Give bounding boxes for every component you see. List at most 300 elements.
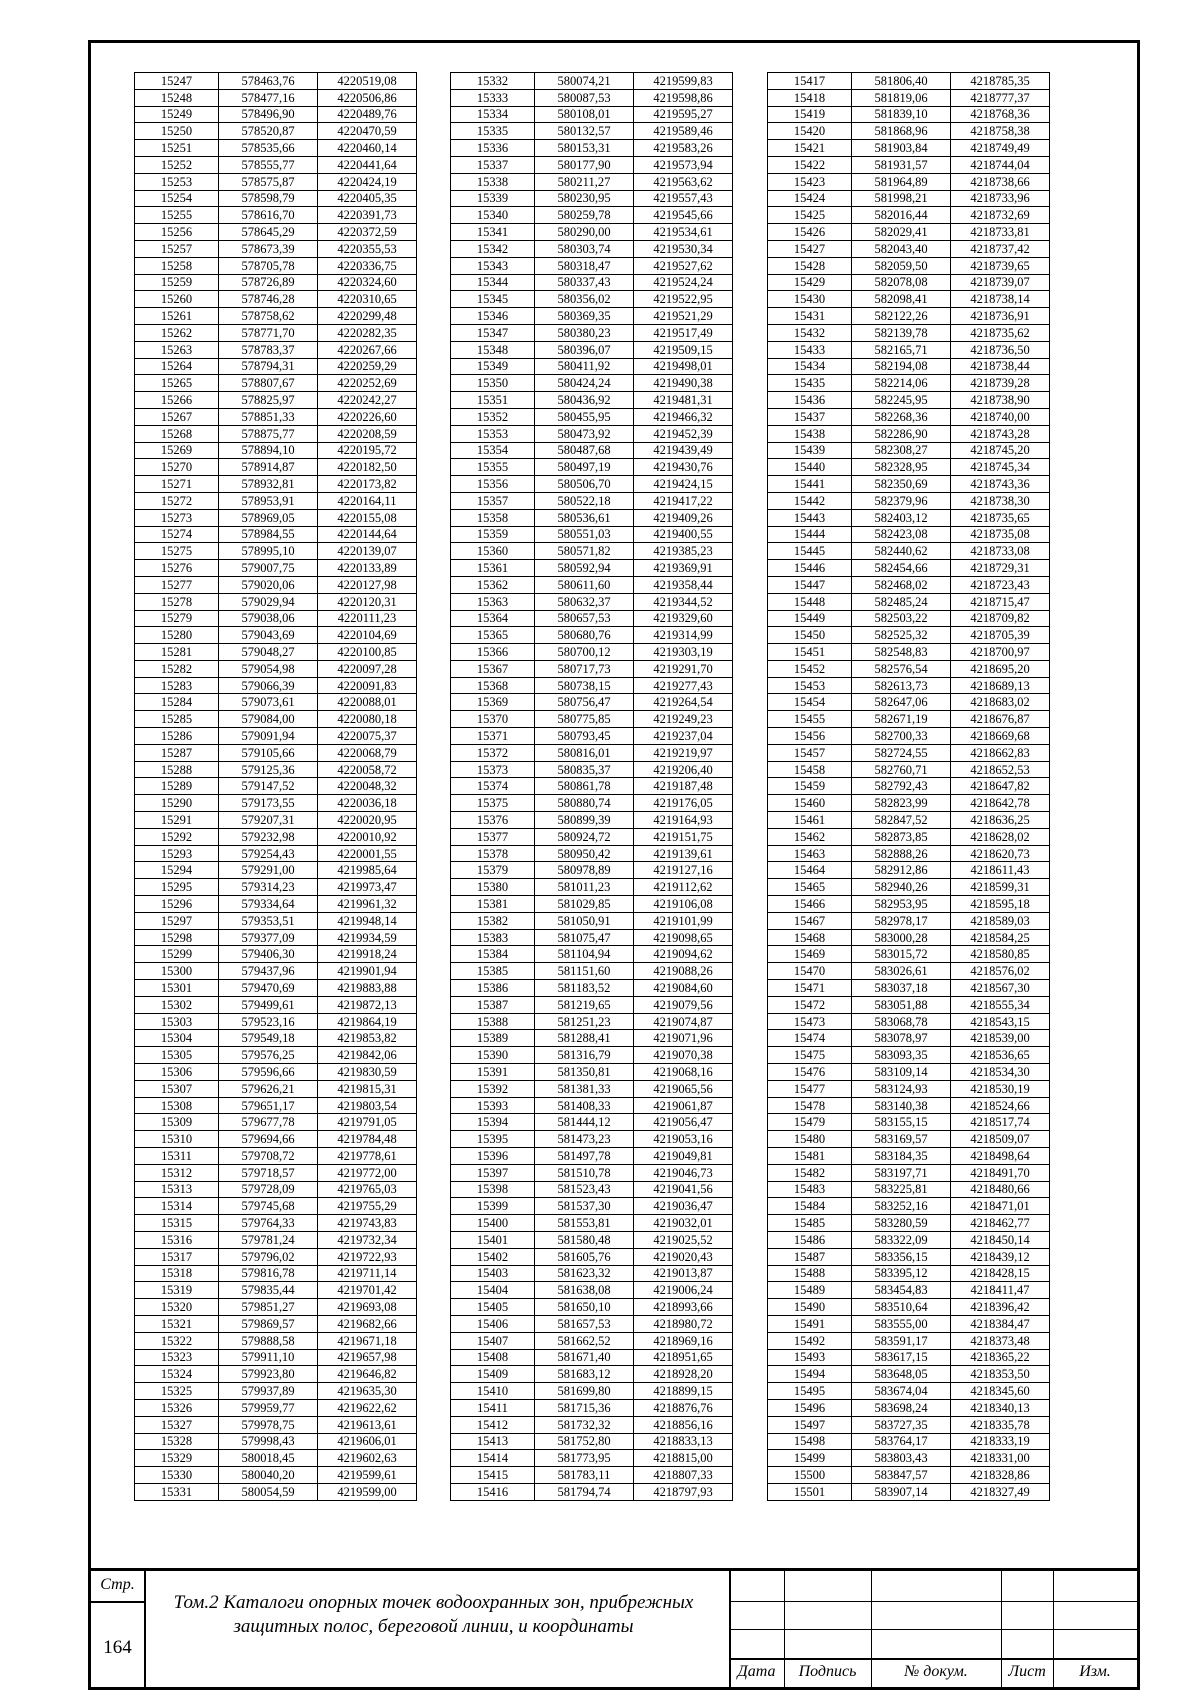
stamp-column-date: Дата — [737, 1663, 776, 1680]
x-coordinate: 580950,42 — [535, 845, 634, 862]
table-row — [768, 660, 1050, 677]
x-coordinate: 579043,69 — [219, 627, 318, 644]
point-number: 15375 — [451, 795, 535, 812]
point-number: 15390 — [451, 1047, 535, 1064]
table-row — [451, 1114, 733, 1131]
x-coordinate: 580924,72 — [535, 828, 634, 845]
y-coordinate: 4218743,36 — [951, 476, 1050, 493]
y-coordinate: 4219815,31 — [318, 1080, 417, 1097]
x-coordinate: 582165,71 — [852, 341, 951, 358]
y-coordinate: 4219509,15 — [634, 341, 733, 358]
point-number: 15477 — [768, 1080, 852, 1097]
x-coordinate: 582823,99 — [852, 795, 951, 812]
point-number: 15441 — [768, 476, 852, 493]
x-coordinate: 581699,80 — [535, 1383, 634, 1400]
x-coordinate: 578783,37 — [219, 341, 318, 358]
y-coordinate: 4218732,69 — [951, 207, 1050, 224]
x-coordinate: 579549,18 — [219, 1030, 318, 1047]
x-coordinate: 578555,77 — [219, 156, 318, 173]
point-number: 15458 — [768, 761, 852, 778]
table-row — [135, 778, 417, 795]
y-coordinate: 4218733,08 — [951, 543, 1050, 560]
x-coordinate: 579207,31 — [219, 812, 318, 829]
point-number: 15492 — [768, 1332, 852, 1349]
point-number: 15425 — [768, 207, 852, 224]
x-coordinate: 582792,43 — [852, 778, 951, 795]
table-row — [768, 879, 1050, 896]
point-number: 15427 — [768, 240, 852, 257]
y-coordinate: 4219948,14 — [318, 912, 417, 929]
table-row — [451, 845, 733, 862]
table-row — [135, 425, 417, 442]
x-coordinate: 581662,52 — [535, 1332, 634, 1349]
x-coordinate: 583648,05 — [852, 1366, 951, 1383]
y-coordinate: 4218331,00 — [951, 1450, 1050, 1467]
x-coordinate: 580380,23 — [535, 324, 634, 341]
x-coordinate: 580018,45 — [219, 1450, 318, 1467]
x-coordinate: 581638,08 — [535, 1282, 634, 1299]
table-row — [768, 896, 1050, 913]
point-number: 15350 — [451, 375, 535, 392]
table-row — [135, 274, 417, 291]
table-row — [135, 996, 417, 1013]
point-number: 15269 — [135, 442, 219, 459]
y-coordinate: 4219088,26 — [634, 963, 733, 980]
point-number: 15414 — [451, 1450, 535, 1467]
x-coordinate: 582873,85 — [852, 828, 951, 845]
table-row — [768, 425, 1050, 442]
table-row — [768, 476, 1050, 493]
x-coordinate: 582700,33 — [852, 728, 951, 745]
x-coordinate: 582379,96 — [852, 492, 951, 509]
x-coordinate: 579959,77 — [219, 1399, 318, 1416]
point-number: 15247 — [135, 73, 219, 90]
x-coordinate: 580978,89 — [535, 862, 634, 879]
table-row — [451, 1198, 733, 1215]
y-coordinate: 4218723,43 — [951, 576, 1050, 593]
y-coordinate: 4219711,14 — [318, 1265, 417, 1282]
x-coordinate: 582098,41 — [852, 291, 951, 308]
y-coordinate: 4219400,55 — [634, 526, 733, 543]
y-coordinate: 4218509,07 — [951, 1131, 1050, 1148]
y-coordinate: 4219830,59 — [318, 1064, 417, 1081]
y-coordinate: 4219139,61 — [634, 845, 733, 862]
table-row — [135, 291, 417, 308]
y-coordinate: 4218733,96 — [951, 190, 1050, 207]
x-coordinate: 582847,52 — [852, 812, 951, 829]
table-row — [451, 509, 733, 526]
table-row — [135, 358, 417, 375]
table-row — [768, 1282, 1050, 1299]
x-coordinate: 580356,02 — [535, 291, 634, 308]
x-coordinate: 581444,12 — [535, 1114, 634, 1131]
y-coordinate: 4219303,19 — [634, 644, 733, 661]
y-coordinate: 4219599,61 — [318, 1467, 417, 1484]
table-row — [135, 1064, 417, 1081]
point-number: 15389 — [451, 1030, 535, 1047]
point-number: 15456 — [768, 728, 852, 745]
table-row — [451, 576, 733, 593]
x-coordinate: 578575,87 — [219, 173, 318, 190]
x-coordinate: 581998,21 — [852, 190, 951, 207]
table-row — [768, 240, 1050, 257]
x-coordinate: 582485,24 — [852, 593, 951, 610]
x-coordinate: 583907,14 — [852, 1483, 951, 1500]
x-coordinate: 582503,22 — [852, 610, 951, 627]
point-number: 15418 — [768, 89, 852, 106]
x-coordinate: 580290,00 — [535, 224, 634, 241]
x-coordinate: 580177,90 — [535, 156, 634, 173]
table-row — [451, 392, 733, 409]
y-coordinate: 4219557,43 — [634, 190, 733, 207]
point-number: 15489 — [768, 1282, 852, 1299]
point-number: 15275 — [135, 543, 219, 560]
y-coordinate: 4219127,16 — [634, 862, 733, 879]
x-coordinate: 581931,57 — [852, 156, 951, 173]
table-row — [451, 1383, 733, 1400]
table-row — [451, 1231, 733, 1248]
y-coordinate: 4219369,91 — [634, 560, 733, 577]
stamp-column-sheet: Лист — [1008, 1663, 1046, 1680]
table-row — [768, 912, 1050, 929]
y-coordinate: 4220259,29 — [318, 358, 417, 375]
table-row — [451, 341, 733, 358]
x-coordinate: 580861,78 — [535, 778, 634, 795]
point-number: 15321 — [135, 1315, 219, 1332]
y-coordinate: 4219068,16 — [634, 1064, 733, 1081]
x-coordinate: 582139,78 — [852, 324, 951, 341]
point-number: 15421 — [768, 140, 852, 157]
y-coordinate: 4219176,05 — [634, 795, 733, 812]
table-row — [135, 963, 417, 980]
table-row — [768, 1148, 1050, 1165]
point-number: 15397 — [451, 1164, 535, 1181]
y-coordinate: 4219237,04 — [634, 728, 733, 745]
y-coordinate: 4218736,50 — [951, 341, 1050, 358]
point-number: 15306 — [135, 1064, 219, 1081]
y-coordinate: 4218709,82 — [951, 610, 1050, 627]
x-coordinate: 579694,66 — [219, 1131, 318, 1148]
x-coordinate: 580424,24 — [535, 375, 634, 392]
y-coordinate: 4220001,55 — [318, 845, 417, 862]
x-coordinate: 581151,60 — [535, 963, 634, 980]
x-coordinate: 582308,27 — [852, 442, 951, 459]
x-coordinate: 582029,41 — [852, 224, 951, 241]
x-coordinate: 583184,35 — [852, 1148, 951, 1165]
point-number: 15280 — [135, 627, 219, 644]
y-coordinate: 4218705,39 — [951, 627, 1050, 644]
x-coordinate: 579764,33 — [219, 1215, 318, 1232]
x-coordinate: 580153,31 — [535, 140, 634, 157]
y-coordinate: 4219522,95 — [634, 291, 733, 308]
point-number: 15317 — [135, 1248, 219, 1265]
y-coordinate: 4219094,62 — [634, 946, 733, 963]
table-row — [135, 1080, 417, 1097]
table-row — [135, 845, 417, 862]
point-number: 15344 — [451, 274, 535, 291]
table-row — [768, 560, 1050, 577]
table-row — [768, 408, 1050, 425]
y-coordinate: 4219791,05 — [318, 1114, 417, 1131]
table-row — [135, 1416, 417, 1433]
y-coordinate: 4218768,36 — [951, 106, 1050, 123]
x-coordinate: 579048,27 — [219, 644, 318, 661]
point-number: 15462 — [768, 828, 852, 845]
y-coordinate: 4220173,82 — [318, 476, 417, 493]
table-row — [135, 1198, 417, 1215]
table-row — [768, 946, 1050, 963]
table-row — [768, 694, 1050, 711]
y-coordinate: 4219249,23 — [634, 711, 733, 728]
y-coordinate: 4218833,13 — [634, 1433, 733, 1450]
point-number: 15482 — [768, 1164, 852, 1181]
point-number: 15416 — [451, 1483, 535, 1500]
table-row — [135, 1383, 417, 1400]
x-coordinate: 578477,16 — [219, 89, 318, 106]
x-coordinate: 580211,27 — [535, 173, 634, 190]
table-row — [135, 1181, 417, 1198]
y-coordinate: 4218428,15 — [951, 1265, 1050, 1282]
point-number: 15496 — [768, 1399, 852, 1416]
y-coordinate: 4220195,72 — [318, 442, 417, 459]
point-number: 15370 — [451, 711, 535, 728]
point-number: 15326 — [135, 1399, 219, 1416]
x-coordinate: 583000,28 — [852, 929, 951, 946]
table-row — [768, 274, 1050, 291]
y-coordinate: 4218733,81 — [951, 224, 1050, 241]
table-row — [135, 123, 417, 140]
y-coordinate: 4219901,94 — [318, 963, 417, 980]
table-row — [768, 593, 1050, 610]
point-number: 15298 — [135, 929, 219, 946]
x-coordinate: 580369,35 — [535, 308, 634, 325]
y-coordinate: 4218439,12 — [951, 1248, 1050, 1265]
x-coordinate: 581806,40 — [852, 73, 951, 90]
y-coordinate: 4218738,44 — [951, 358, 1050, 375]
x-coordinate: 579038,06 — [219, 610, 318, 627]
point-number: 15362 — [451, 576, 535, 593]
y-coordinate: 4218736,91 — [951, 308, 1050, 325]
y-coordinate: 4218739,28 — [951, 375, 1050, 392]
x-coordinate: 583051,88 — [852, 996, 951, 1013]
y-coordinate: 4218743,28 — [951, 425, 1050, 442]
x-coordinate: 583617,15 — [852, 1349, 951, 1366]
point-number: 15319 — [135, 1282, 219, 1299]
x-coordinate: 580571,82 — [535, 543, 634, 560]
y-coordinate: 4219622,62 — [318, 1399, 417, 1416]
point-number: 15368 — [451, 677, 535, 694]
point-number: 15278 — [135, 593, 219, 610]
x-coordinate: 582888,26 — [852, 845, 951, 862]
point-number: 15401 — [451, 1231, 535, 1248]
y-coordinate: 4219872,13 — [318, 996, 417, 1013]
x-coordinate: 578932,81 — [219, 476, 318, 493]
x-coordinate: 578825,97 — [219, 392, 318, 409]
x-coordinate: 580611,60 — [535, 576, 634, 593]
y-coordinate: 4219452,39 — [634, 425, 733, 442]
y-coordinate: 4219973,47 — [318, 879, 417, 896]
table-row — [135, 156, 417, 173]
y-coordinate: 4219521,29 — [634, 308, 733, 325]
table-row — [451, 375, 733, 392]
y-coordinate: 4219006,24 — [634, 1282, 733, 1299]
x-coordinate: 583698,24 — [852, 1399, 951, 1416]
table-row — [768, 1215, 1050, 1232]
x-coordinate: 579596,66 — [219, 1064, 318, 1081]
x-coordinate: 579007,75 — [219, 560, 318, 577]
x-coordinate: 583727,35 — [852, 1416, 951, 1433]
point-number: 15376 — [451, 812, 535, 829]
point-number: 15383 — [451, 929, 535, 946]
table-row — [451, 610, 733, 627]
y-coordinate: 4218652,53 — [951, 761, 1050, 778]
point-number: 15291 — [135, 812, 219, 829]
point-number: 15499 — [768, 1450, 852, 1467]
title-block — [91, 1568, 1137, 1687]
point-number: 15498 — [768, 1433, 852, 1450]
point-number: 15309 — [135, 1114, 219, 1131]
y-coordinate: 4218815,00 — [634, 1450, 733, 1467]
table-row — [135, 1131, 417, 1148]
y-coordinate: 4218589,03 — [951, 912, 1050, 929]
point-number: 15460 — [768, 795, 852, 812]
table-row — [451, 677, 733, 694]
point-number: 15431 — [768, 308, 852, 325]
y-coordinate: 4219534,61 — [634, 224, 733, 241]
point-number: 15417 — [768, 73, 852, 90]
y-coordinate: 4220252,69 — [318, 375, 417, 392]
y-coordinate: 4220036,18 — [318, 795, 417, 812]
y-coordinate: 4218738,30 — [951, 492, 1050, 509]
table-row — [451, 761, 733, 778]
table-row — [451, 728, 733, 745]
x-coordinate: 580230,95 — [535, 190, 634, 207]
point-number: 15473 — [768, 1013, 852, 1030]
point-number: 15472 — [768, 996, 852, 1013]
point-number: 15377 — [451, 828, 535, 845]
y-coordinate: 4219530,34 — [634, 240, 733, 257]
point-number: 15265 — [135, 375, 219, 392]
x-coordinate: 580411,92 — [535, 358, 634, 375]
x-coordinate: 582194,08 — [852, 358, 951, 375]
y-coordinate: 4219112,62 — [634, 879, 733, 896]
x-coordinate: 579029,94 — [219, 593, 318, 610]
x-coordinate: 580717,73 — [535, 660, 634, 677]
point-number: 15494 — [768, 1366, 852, 1383]
x-coordinate: 579353,51 — [219, 912, 318, 929]
point-number: 15297 — [135, 912, 219, 929]
table-row — [768, 1047, 1050, 1064]
table-row — [768, 207, 1050, 224]
point-number: 15330 — [135, 1467, 219, 1484]
y-coordinate: 4219613,61 — [318, 1416, 417, 1433]
point-number: 15283 — [135, 677, 219, 694]
point-number: 15295 — [135, 879, 219, 896]
point-number: 15391 — [451, 1064, 535, 1081]
y-coordinate: 4220075,37 — [318, 728, 417, 745]
table-row — [768, 1231, 1050, 1248]
y-coordinate: 4219657,98 — [318, 1349, 417, 1366]
point-number: 15388 — [451, 1013, 535, 1030]
point-number: 15285 — [135, 711, 219, 728]
y-coordinate: 4218735,65 — [951, 509, 1050, 526]
point-number: 15282 — [135, 660, 219, 677]
point-number: 15475 — [768, 1047, 852, 1064]
table-row — [451, 1013, 733, 1030]
x-coordinate: 582440,62 — [852, 543, 951, 560]
y-coordinate: 4218662,83 — [951, 744, 1050, 761]
point-number: 15271 — [135, 476, 219, 493]
x-coordinate: 581050,91 — [535, 912, 634, 929]
point-number: 15447 — [768, 576, 852, 593]
point-number: 15325 — [135, 1383, 219, 1400]
x-coordinate: 582647,06 — [852, 694, 951, 711]
point-number: 15474 — [768, 1030, 852, 1047]
table-row — [768, 509, 1050, 526]
x-coordinate: 581683,12 — [535, 1366, 634, 1383]
table-row — [135, 442, 417, 459]
x-coordinate: 579437,96 — [219, 963, 318, 980]
point-number: 15260 — [135, 291, 219, 308]
table-row — [768, 392, 1050, 409]
y-coordinate: 4219602,63 — [318, 1450, 417, 1467]
table-row — [768, 845, 1050, 862]
point-number: 15430 — [768, 291, 852, 308]
point-number: 15261 — [135, 308, 219, 325]
table-row — [768, 459, 1050, 476]
table-row — [135, 1399, 417, 1416]
y-coordinate: 4218480,66 — [951, 1181, 1050, 1198]
x-coordinate: 580087,53 — [535, 89, 634, 106]
x-coordinate: 578771,70 — [219, 324, 318, 341]
table-row — [451, 173, 733, 190]
table-row — [451, 1047, 733, 1064]
y-coordinate: 4219883,88 — [318, 980, 417, 997]
x-coordinate: 582403,12 — [852, 509, 951, 526]
table-row — [768, 173, 1050, 190]
y-coordinate: 4220355,53 — [318, 240, 417, 257]
y-coordinate: 4219985,64 — [318, 862, 417, 879]
point-number: 15434 — [768, 358, 852, 375]
x-coordinate: 580303,74 — [535, 240, 634, 257]
point-number: 15445 — [768, 543, 852, 560]
table-row — [451, 140, 733, 157]
x-coordinate: 582423,08 — [852, 526, 951, 543]
y-coordinate: 4220068,79 — [318, 744, 417, 761]
table-row — [768, 224, 1050, 241]
table-row — [451, 1467, 733, 1484]
table-row — [768, 1064, 1050, 1081]
table-row — [768, 526, 1050, 543]
x-coordinate: 583140,38 — [852, 1097, 951, 1114]
x-coordinate: 583037,18 — [852, 980, 951, 997]
y-coordinate: 4219778,61 — [318, 1148, 417, 1165]
table-row — [451, 946, 733, 963]
point-number: 15497 — [768, 1416, 852, 1433]
table-row — [135, 896, 417, 913]
point-number: 15301 — [135, 980, 219, 997]
point-number: 15493 — [768, 1349, 852, 1366]
x-coordinate: 583356,15 — [852, 1248, 951, 1265]
y-coordinate: 4218353,50 — [951, 1366, 1050, 1383]
table-row — [768, 341, 1050, 358]
y-coordinate: 4218951,65 — [634, 1349, 733, 1366]
table-row — [451, 408, 733, 425]
y-coordinate: 4218715,47 — [951, 593, 1050, 610]
table-row — [135, 106, 417, 123]
point-number: 15329 — [135, 1450, 219, 1467]
table-row — [135, 1332, 417, 1349]
